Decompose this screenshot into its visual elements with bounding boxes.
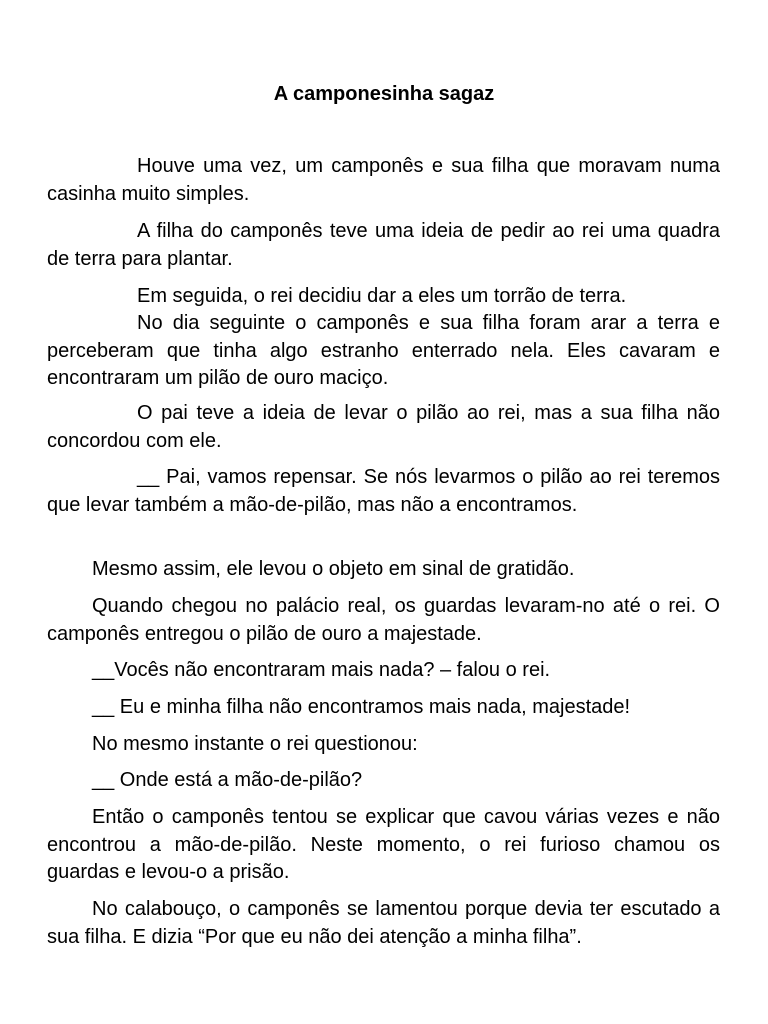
- paragraph-1: Houve uma vez, um camponês e sua filha que moravam numa casinha muito simples.: [47, 155, 720, 205]
- paragraph-7: Mesmo assim, ele levou o objeto em sinal de gratidão.: [92, 558, 575, 580]
- paragraph-4: No dia seguinte o camponês e sua filha foram arar a terra e perceberam que tinha algo estranho enterrado nela. Eles cavaram e encontraram um pilão de ouro maciço.: [47, 312, 720, 389]
- paragraph-2: A filha do camponês teve uma ideia de pedir ao rei uma quadra de terra para plantar.: [47, 220, 720, 270]
- paragraph-5: O pai teve a ideia de levar o pilão ao rei, mas a sua filha não concordou com ele.: [47, 402, 720, 452]
- paragraph-10: __ Eu e minha filha não encontramos mais nada, majestade!: [92, 696, 631, 718]
- document-title: A camponesinha sagaz: [273, 83, 495, 105]
- paragraph-3: Em seguida, o rei decidiu dar a eles um torrão de terra.: [137, 285, 627, 307]
- paragraph-9: __Vocês não encontraram mais nada? – falou o rei.: [92, 659, 551, 681]
- paragraph-6: __ Pai, vamos repensar. Se nós levarmos o pilão ao rei teremos que levar também a mão-de-pilão, mas não a encontramos.: [47, 466, 720, 516]
- paragraph-14: No calabouço, o camponês se lamentou porque devia ter escutado a sua filha. E dizia “Por que eu não dei atenção a minha filha”.: [47, 898, 720, 948]
- paragraph-13: Então o camponês tentou se explicar que cavou várias vezes e não encontrou a mão-de-pilão. Neste momento, o rei furioso chamou os guardas e levou-o a prisão.: [47, 806, 720, 883]
- paragraph-8: Quando chegou no palácio real, os guardas levaram-no até o rei. O camponês entregou o pilão de ouro a majestade.: [47, 595, 720, 645]
- paragraph-12: __ Onde está a mão-de-pilão?: [92, 769, 363, 791]
- paragraph-11: No mesmo instante o rei questionou:: [92, 733, 418, 755]
